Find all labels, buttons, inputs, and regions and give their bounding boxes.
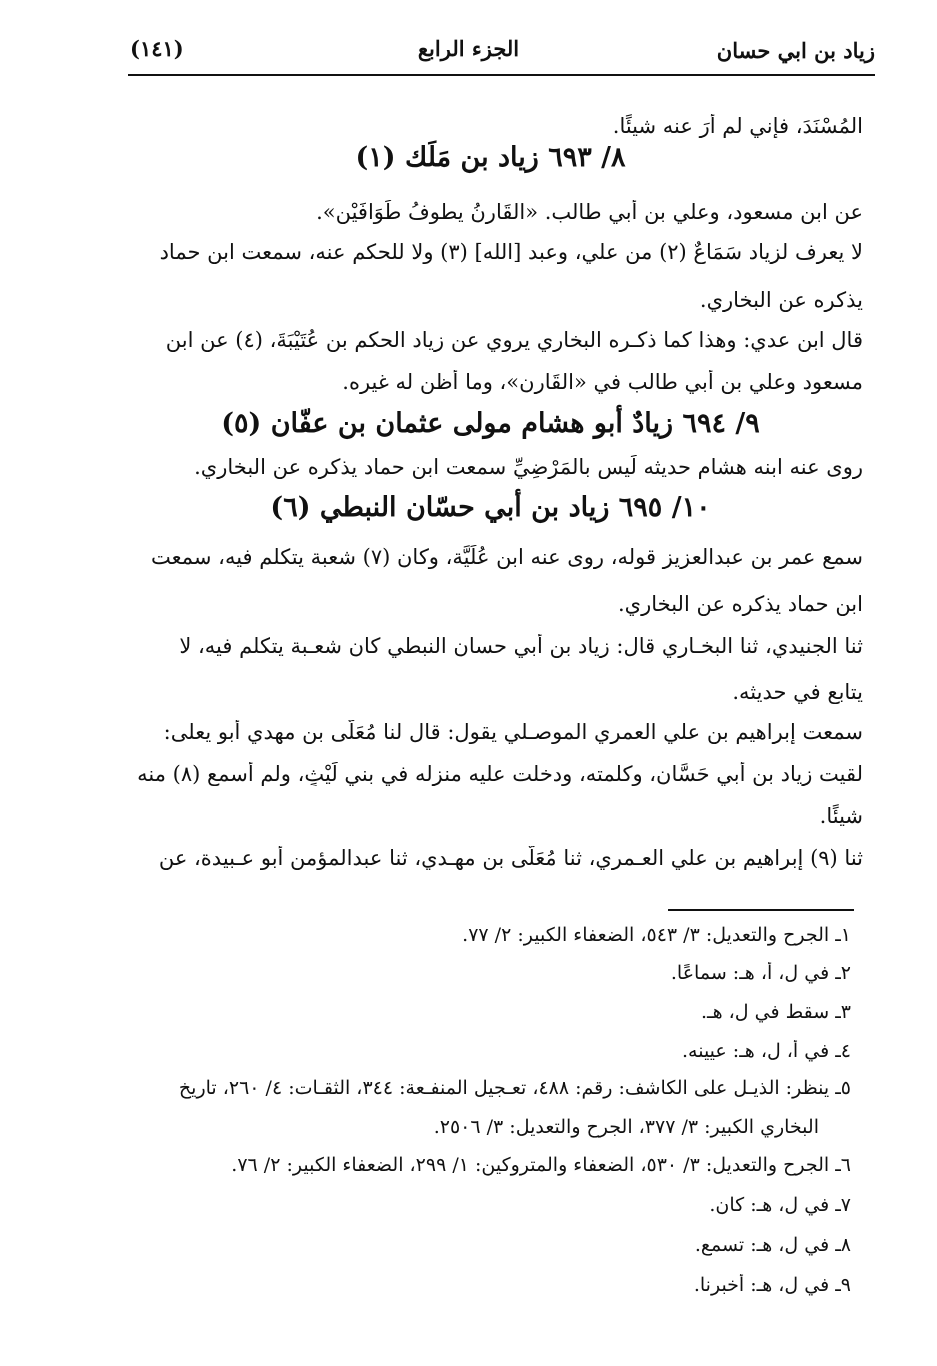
- header-rule: [128, 74, 875, 76]
- running-title: زياد بن ابي حسان: [716, 38, 875, 63]
- entry-heading: ١٠/ ٦٩٥ زياد بن أبي حسّان النبطي (٦): [270, 492, 711, 523]
- footnote-rule: [668, 909, 854, 911]
- text-line: لا يعرف لزياد سَمَاعٌ (٢) من علي، وعبد [الله] (٣) ولا للحكم عنه، سمعت ابن حماد: [159, 240, 863, 264]
- text-line: يذكره عن البخاري.: [699, 288, 863, 312]
- text-line: لقيت زياد بن أبي حَسَّان، وكلمته، ودخلت عليه منزله في بني لَيْثٍ، ولم أسمع (٨) منه: [137, 762, 863, 786]
- text-line: شيئًا.: [819, 804, 863, 828]
- text-line: ابن حماد يذكره عن البخاري.: [618, 592, 863, 616]
- text-line: ثنا (٩) إبراهيم بن علي العـمري، ثنا مُعَلَّى بن مهـدي، ثنا عبدالمؤمن أبو عـبيدة، عن: [158, 846, 863, 870]
- text-line: عن ابن مسعود، وعلي بن أبي طالب. «القَارِنُ يطوفُ طَوَافَيْنِ».: [316, 200, 863, 224]
- footnote: ٣ـ سقط في ل، هـ.: [701, 1001, 851, 1023]
- entry-heading: ٨/ ٦٩٣ زياد بن مَلَك (١): [355, 142, 626, 173]
- footnote: ٤ـ في أ، ل، هـ: عيينه.: [681, 1040, 851, 1062]
- footnote: البخاري الكبير: ٣/ ٣٧٧، الجرح والتعديل: ٣/ ٢٥٠٦.: [433, 1116, 819, 1138]
- footnote: ٩ـ في ل، هـ: أخبرنا.: [693, 1274, 851, 1296]
- text-line: المُسْنَدَ، فإني لم أرَ عنه شيئًا.: [612, 114, 863, 138]
- text-line: روى عنه ابنه هشام حديثه لَيس بالمَرْضِيِّ سمعت ابن حماد يذكره عن البخاري.: [194, 455, 863, 479]
- footnote: ٦ـ الجرح والتعديل: ٣/ ٥٣٠، الضعفاء والمتروكين: ١/ ٢٩٩، الضعفاء الكبير: ٢/ ٧٦.: [231, 1154, 851, 1176]
- footnote: ١ـ الجرح والتعديل: ٣/ ٥٤٣، الضعفاء الكبير: ٢/ ٧٧.: [462, 924, 851, 946]
- text-line: قال ابن عدي: وهذا كما ذكـره البخاري يروي عن زياد الحكم بن عُتَيْبَةَ، (٤) عن ابن: [165, 328, 863, 352]
- footnote: ٧ـ في ل، هـ: كان.: [709, 1194, 851, 1216]
- entry-heading: ٩/ ٦٩٤ زيادٌ أبو هشام مولى عثمان بن عفّان (٥): [221, 408, 760, 439]
- text-line: مسعود وعلي بن أبي طالب في «القَارِن»، وما أظن له غيره.: [342, 370, 863, 394]
- footnote: ٢ـ في ل، أ، هـ: سماعًا.: [670, 962, 851, 984]
- text-line: سمعت إبراهيم بن علي العمري الموصـلي يقول: قال لنا مُعَلَّى بن مهدي أبو يعلى:: [163, 720, 863, 744]
- text-line: سمع عمر بن عبدالعزيز قوله، روى عنه ابن عُلَيَّة، وكان (٧) شعبة يتكلم فيه، سمعت: [151, 545, 863, 569]
- footnote: ٥ـ ينظر: الذيـل على الكاشف: رقم: ٤٨٨، تعـجيل المنفـعة: ٣٤٤، الثقـات: ٤/ ٢٦٠، تاريخ: [178, 1077, 851, 1099]
- part-title: الجزء الرابع: [417, 36, 520, 61]
- page-number: (١٤١): [130, 36, 184, 61]
- text-line: يتابع في حديثه.: [732, 680, 863, 704]
- footnote: ٨ـ في ل، هـ: تسمع.: [694, 1234, 851, 1256]
- text-line: ثنا الجنيدي، ثنا البخـاري قال: زياد بن أبي حسان النبطي كان شعـبة يتكلم فيه، لا: [179, 634, 863, 658]
